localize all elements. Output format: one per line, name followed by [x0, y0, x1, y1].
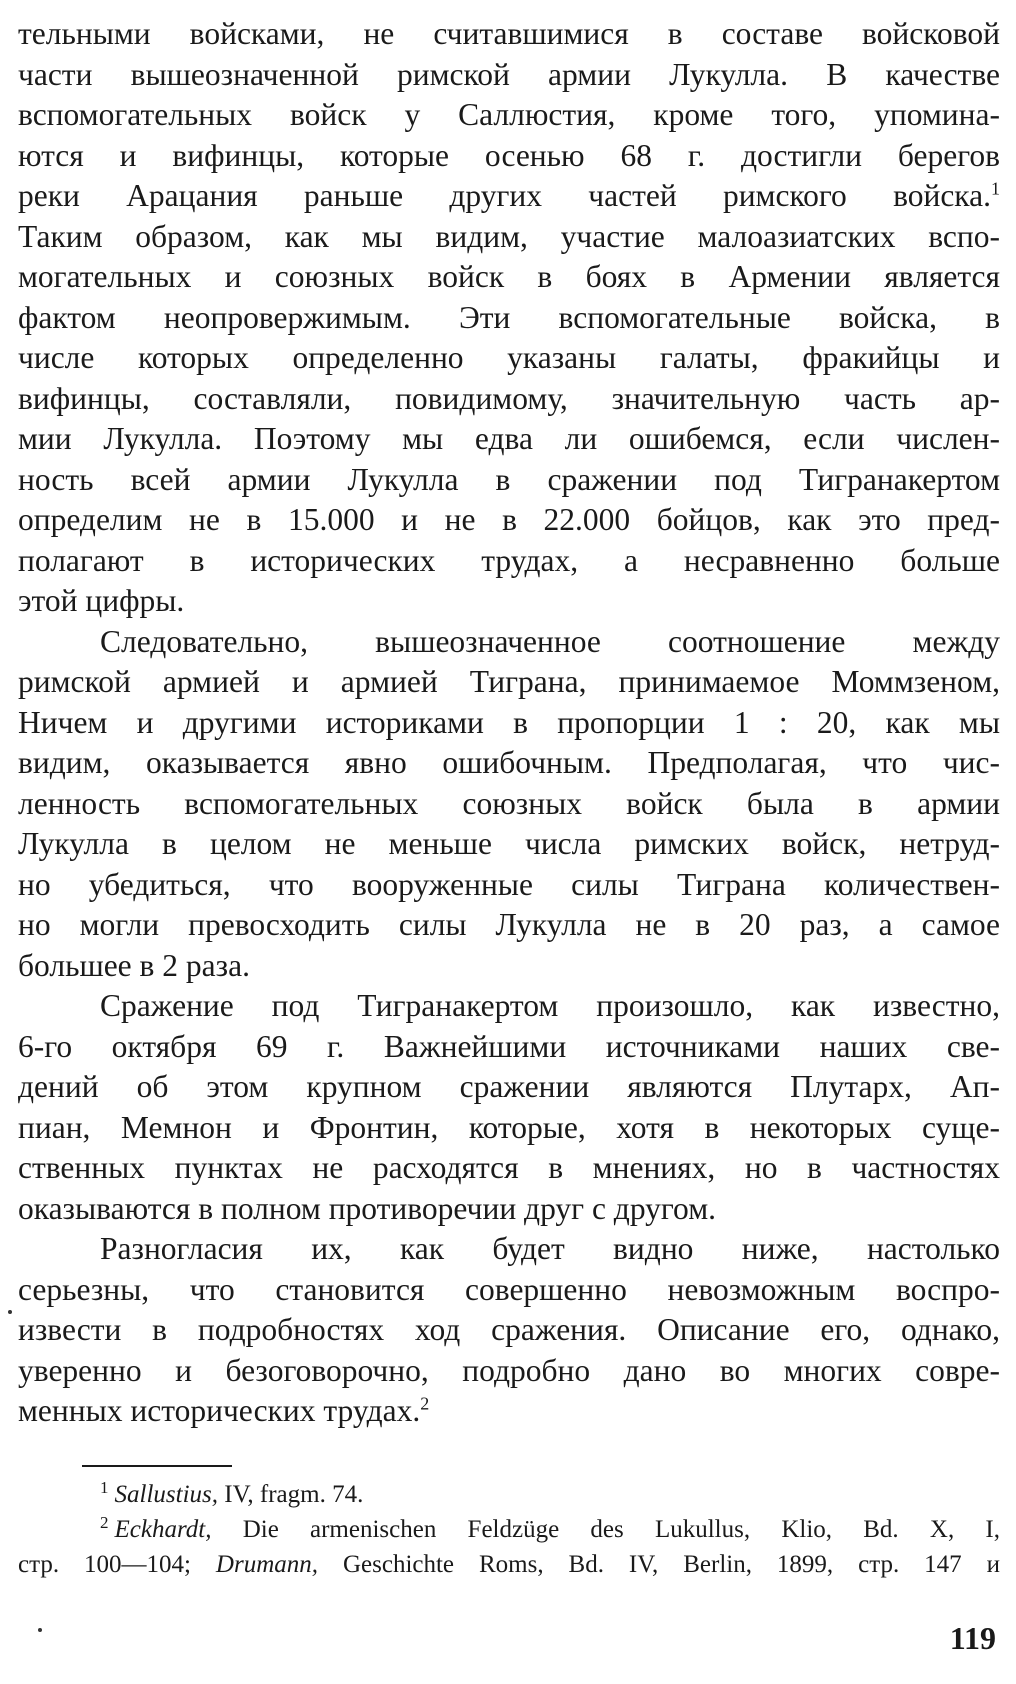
text-line: ность всей армии Лукулла в сражении под Тигранакертом: [18, 461, 1000, 497]
text-line: части вышеозначенной римской армии Лукулла. В качестве: [18, 56, 1000, 92]
footnote-ref-2: 2: [420, 1393, 430, 1414]
footnote-author: Eckhardt,: [114, 1516, 212, 1543]
footnote-author: Sallustius,: [114, 1481, 218, 1508]
text-line: но могли превосходить силы Лукулла не в 20 раз, а самое: [18, 907, 1000, 942]
text-line: полагают в исторических трудах, а несравненно больше: [18, 542, 1000, 578]
page-body: [18, 14, 1000, 1432]
footnote-2-cont: [18, 1547, 1000, 1582]
text-line: оказываются в полном противоречии друг с другом.: [18, 1190, 717, 1226]
paragraph-4: [18, 1229, 1000, 1432]
footnote-number: 1: [100, 1477, 109, 1497]
text-line: но убедиться, что вооруженные силы Тиграна количествен-: [18, 866, 1000, 902]
text-line: этой цифры.: [18, 583, 185, 618]
text-line: видим, оказывается явно ошибочным. Предполагая, что чис-: [18, 745, 1000, 780]
text-line: уверенно и безоговорочно, подробно дано во многих совре-: [18, 1352, 1000, 1388]
print-speck: [38, 1628, 42, 1632]
footnote-ref-1: 1: [991, 178, 1000, 199]
text-line: вифинцы, составляли, повидимому, значительную часть ар-: [18, 380, 1000, 416]
text-line: мии Лукулла. Поэтому мы едва ли ошибемся, если числен-: [18, 421, 1000, 456]
text-line: серьезны, что становится совершенно невозможным воспро-: [18, 1271, 1000, 1307]
footnote-number: 2: [100, 1512, 109, 1532]
footnote-divider: [82, 1465, 232, 1467]
text-line: ленность вспомогательных союзных войск была в армии: [18, 785, 1000, 821]
text-line: вспомогательных войск у Саллюстия, кроме того, упомина-: [18, 97, 1000, 132]
footnote-author: Drumann,: [215, 1551, 319, 1578]
text-line: Сражение под Тигранакертом произошло, как известно,: [100, 988, 1000, 1023]
paragraph-3: [18, 986, 1000, 1229]
text-line: фактом неопровержимым. Эти вспомогательные войска, в: [18, 299, 1000, 335]
footnote-1: [18, 1477, 1000, 1512]
footnote-2: [18, 1512, 1000, 1547]
footnote-text: IV, fragm. 74.: [218, 1481, 364, 1508]
text-line: определим не в 15.000 и не в 22.000 бойцов, как это пред-: [18, 502, 1000, 537]
text-line: дений об этом крупном сражении являются Плутарх, Ап-: [18, 1069, 1000, 1104]
text-line: могательных и союзных войск в боях в Армении является: [18, 259, 1000, 294]
text-line: ственных пунктах не расходятся в мнениях, но в частностях: [18, 1150, 1000, 1185]
text-line-with-ref: [18, 1391, 1000, 1432]
text-line: числе которых определенно указаны галаты, фракийцы и: [18, 340, 1000, 375]
page-number: 119: [949, 1620, 996, 1656]
footnote-text: стр. 100—104;: [18, 1551, 216, 1578]
text-line: Ничем и другими историками в пропорции 1 : 20, как мы: [18, 704, 1000, 740]
text-line: Разногласия их, как будет видно ниже, настолько: [100, 1231, 1000, 1266]
text-line: Таким образом, как мы видим, участие малоазиатских вспо-: [18, 218, 1000, 254]
footnote-text: Die armenischen Feldzüge des Lukullus, Klio, Bd. X, I,: [211, 1516, 1000, 1543]
text-line: Лукулла в целом не меньше числа римских войск, нетруд-: [18, 826, 1000, 861]
text-line: реки Арацания раньше других частей римского войска.: [18, 178, 991, 213]
text-line: пиан, Мемнон и Фронтин, которые, хотя в некоторых суще-: [18, 1109, 1000, 1145]
text-line: ются и вифинцы, которые осенью 68 г. достигли берегов: [18, 137, 1000, 173]
text-line: извести в подробностях ход сражения. Описание его, однако,: [18, 1312, 1000, 1347]
text-line: менных исторических трудах.: [18, 1393, 421, 1428]
text-line: римской армией и армией Тиграна, принимаемое Моммзеном,: [18, 664, 1000, 699]
text-line: Следовательно, вышеозначенное соотношение между: [100, 623, 1000, 659]
text-line: большее в 2 раза.: [18, 947, 250, 983]
paragraph-1: [18, 14, 1000, 622]
footnotes: [18, 1477, 1000, 1582]
footnote-text: Geschichte Roms, Bd. IV, Berlin, 1899, стр. 147 и: [318, 1551, 1000, 1578]
text-line: тельными войсками, не считавшимися в составе войсковой: [18, 16, 1000, 51]
print-speck: [8, 1310, 12, 1314]
text-line: 6-го октября 69 г. Важнейшими источниками наших све-: [18, 1028, 1000, 1064]
paragraph-2: [18, 622, 1000, 987]
text-line-with-ref: [18, 176, 1000, 217]
